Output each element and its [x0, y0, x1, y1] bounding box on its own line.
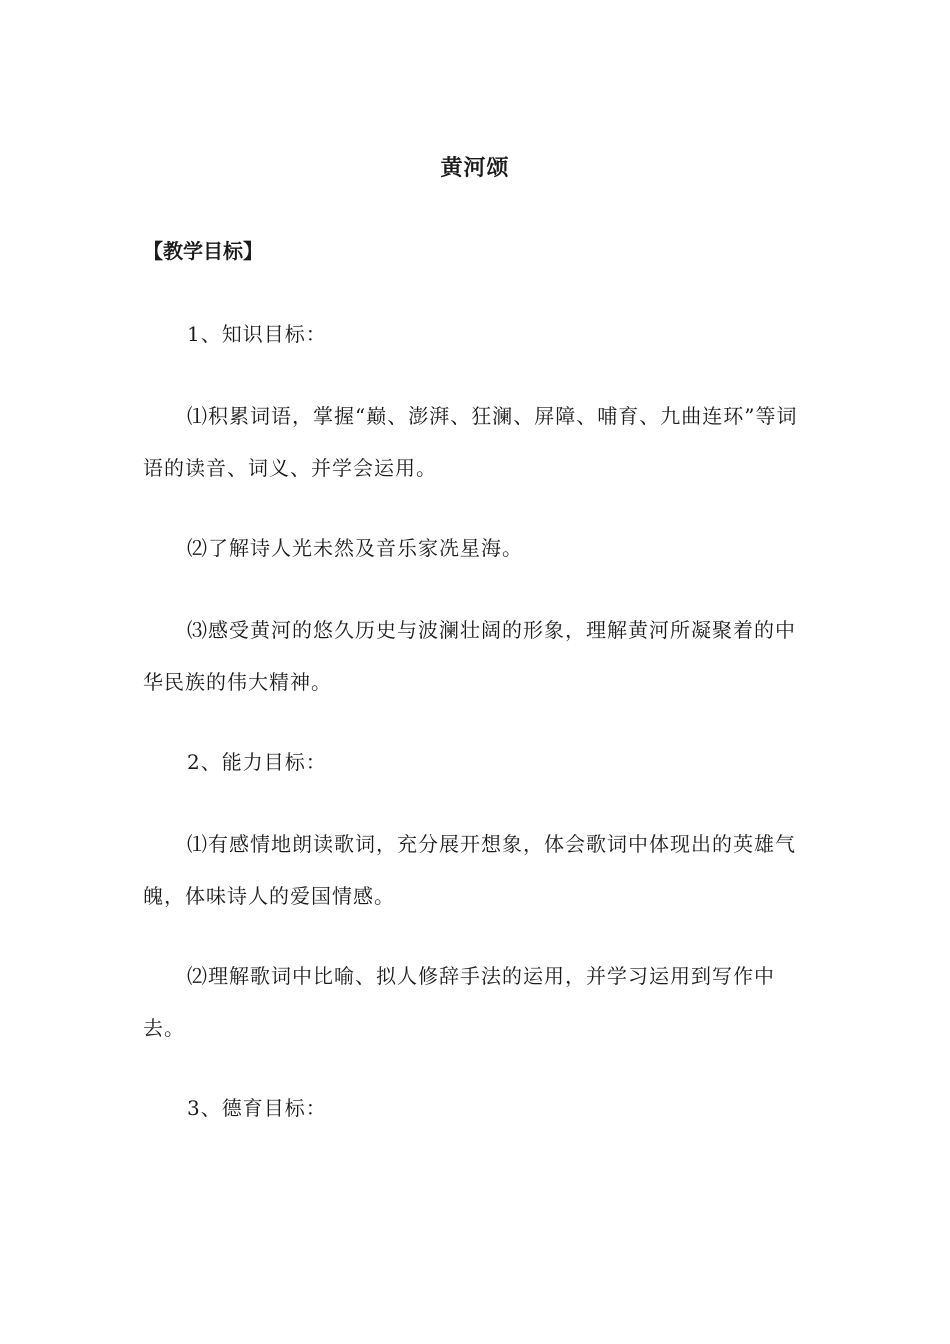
paragraph-vocabulary: ⑴积累词语，掌握“巅、澎湃、狂澜、屏障、哺育、九曲连环”等词语的读音、词义、并学会运用。	[143, 404, 798, 480]
section-heading-teaching-goals: 【教学目标】	[143, 239, 263, 263]
paragraph-moral-goal: 3、德育目标：	[187, 1096, 327, 1120]
paragraph-rhetoric: ⑵理解歌词中比喻、拟人修辞手法的运用，并学习运用到写作中去。	[143, 964, 775, 1040]
document-title: 黄河颂	[440, 156, 510, 181]
paragraph-ability-goal: 2、能力目标：	[187, 750, 327, 774]
paragraph-reading-aloud: ⑴有感情地朗读歌词，充分展开想象，体会歌词中体现出的英雄气魄，体味诗人的爱国情感。	[143, 832, 796, 908]
paragraph-knowledge-goal: 1、知识目标：	[187, 322, 327, 346]
paragraph-poet-composer: ⑵了解诗人光未然及音乐家冼星海。	[187, 536, 523, 560]
paragraph-yellow-river-spirit: ⑶感受黄河的悠久历史与波澜壮阔的形象，理解黄河所凝聚着的中华民族的伟大精神。	[143, 618, 796, 694]
